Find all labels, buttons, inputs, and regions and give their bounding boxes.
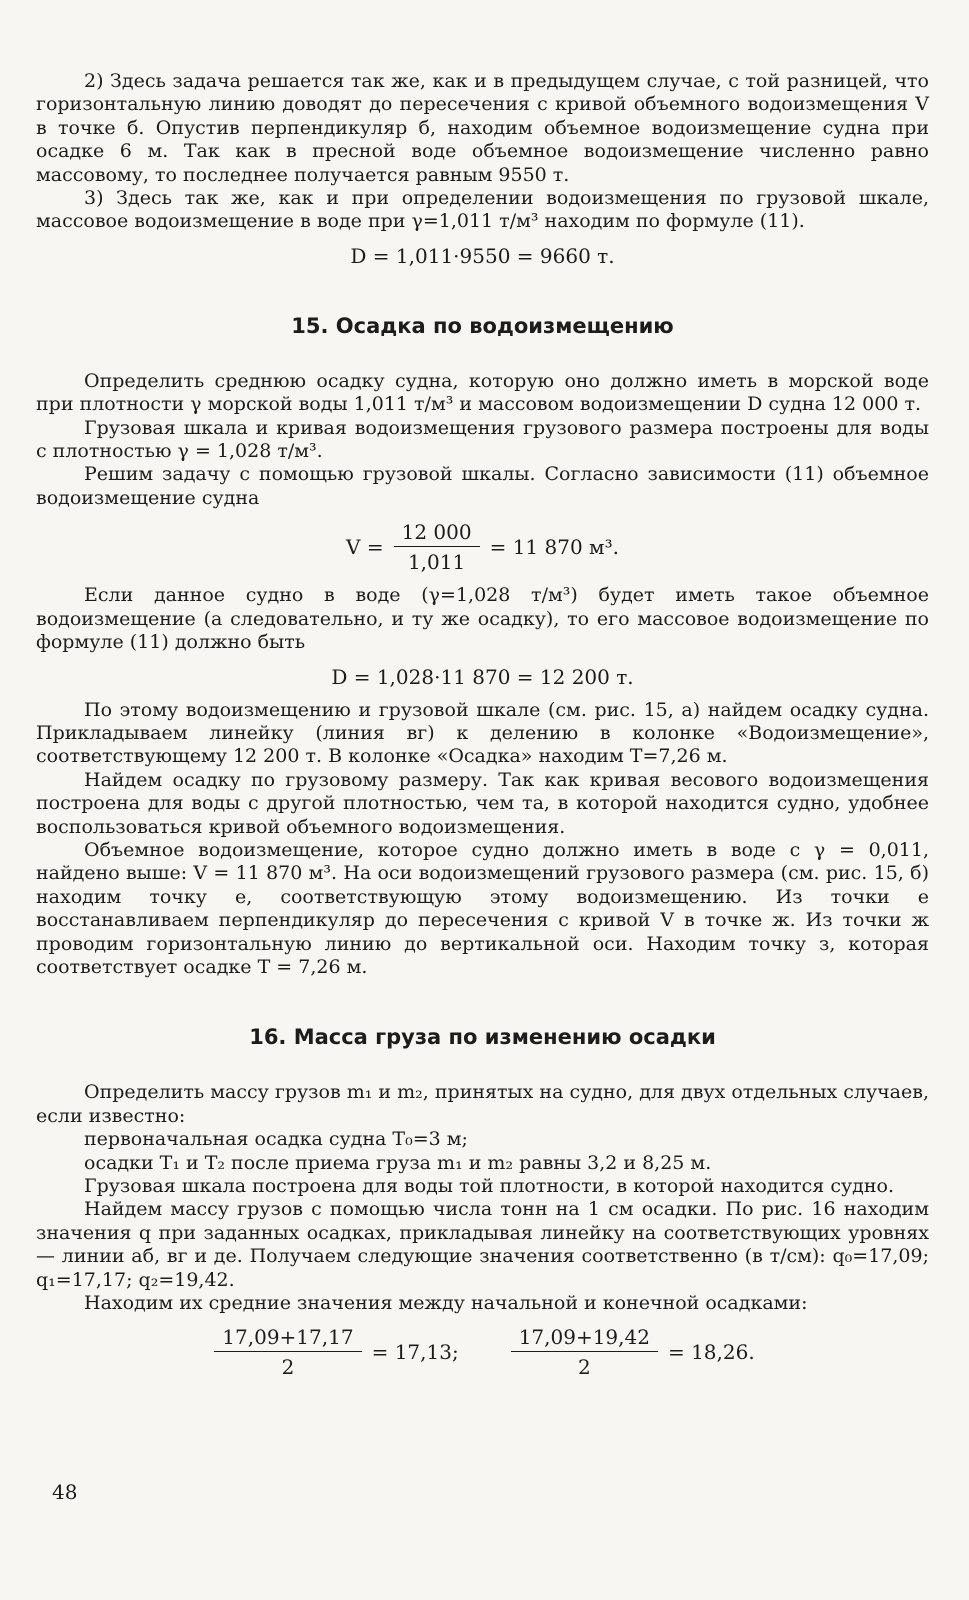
formula: D = 1,028·11 870 = 12 200 т. xyxy=(331,664,634,689)
fraction-numerator: 17,09+19,42 xyxy=(511,1325,658,1352)
paragraph: Находим их средние значения между начальной и конечной осадками: xyxy=(84,1292,808,1315)
fraction-formula xyxy=(36,520,929,574)
fraction-denominator: 2 xyxy=(577,1355,591,1380)
paragraph: Найдем осадку по грузовому размеру. Так как кривая весового водоизмещения построена для воды с другой плотностью, чем та, в которой находится судно, удобнее воспользоваться кривой объемного водоизмещения. xyxy=(36,768,929,838)
paragraph: Грузовая шкала построена для воды той плотности, в которой находится судно. xyxy=(84,1175,894,1197)
formula: D = 1,011·9550 = 9660 т. xyxy=(350,243,615,268)
paragraph: Грузовая шкала и кривая водоизмещения грузового размера построены для воды с плотностью γ = 1,028 т/м³. xyxy=(36,416,929,463)
formula-lhs: V = xyxy=(346,535,384,560)
fraction xyxy=(511,1325,658,1379)
page-number: 48 xyxy=(52,1480,78,1504)
fraction-numerator: 12 000 xyxy=(394,520,480,547)
formula-rhs: = 17,13; xyxy=(371,1340,459,1365)
paragraph: Объемное водоизмещение, которое судно должно иметь в воде с γ = 0,011, найдено выше: V = 11 870 м³. На оси водоизмещений грузового размера (см. рис. 15, б) находим точку е, соответствующую этому водоизмещению. Из точки е восстанавливаем перпендикуляр до пересечения с кривой V в точке ж. Из точки ж проводим горизонтальную линию до вертикальной оси. Находим точку з, которая соответствует осадке T = 7,26 м. xyxy=(36,838,929,978)
paragraph: Если данное судно в воде (γ=1,028 т/м³) будет иметь такое объемное водоизмещение (а следовательно, и ту же осадку), то его массовое водоизмещение по формуле (11) должно быть xyxy=(36,584,929,654)
fraction xyxy=(394,520,480,574)
fraction-numerator: 17,09+17,17 xyxy=(214,1325,361,1352)
paragraph: осадки T₁ и T₂ после приема груза m₁ и m₂ равны 3,2 и 8,25 м. xyxy=(84,1151,712,1174)
section-heading: 15. Осадка по водоизмещению xyxy=(291,313,674,338)
section-heading: 16. Масса груза по изменению осадки xyxy=(249,1025,716,1050)
paragraph: Найдем массу грузов с помощью числа тонн на 1 см осадки. По рис. 16 находим значения q при заданных осадках, прикладывая линейку на соответствующих уровнях — линии аб, вг и де. Получаем следующие значения соответственно (в т/см): q₀=17,09; q₁=17,17; q₂=19,42. xyxy=(36,1198,929,1291)
fraction-denominator: 2 xyxy=(281,1355,295,1380)
fraction-formula xyxy=(36,1325,929,1379)
paragraph: Решим задачу с помощью грузовой шкалы. Согласно зависимости (11) объемное водоизмещение судна xyxy=(36,463,929,509)
fraction-denominator: 1,011 xyxy=(407,550,466,575)
paragraph: Определить массу грузов m₁ и m₂, принятых на судно, для двух отдельных случаев, если известно: xyxy=(36,1081,929,1127)
paragraph: По этому водоизмещению и грузовой шкале (см. рис. 15, а) найдем осадку судна. Прикладываем линейку (линия вг) к делению в колонке «Водоизмещение», соответствующему 12 200 т. В колонке «Осадка» находим T=7,26 м. xyxy=(36,698,929,768)
paragraph: 3) Здесь так же, как и при определении водоизмещения по грузовой шкале, массовое водоизмещение в воде при γ=1,011 т/м³ находим по формуле (11). xyxy=(36,187,929,233)
paragraph: первоначальная осадка судна T₀=3 м; xyxy=(84,1128,468,1151)
formula-rhs: = 11 870 м³. xyxy=(489,535,619,560)
paragraph: 2) Здесь задача решается так же, как и в предыдущем случае, с той разницей, что горизонтальную линию доводят до пересечения с кривой объемного водоизмещения V в точке б. Опустив перпендикуляр б, находим объемное водоизмещение судна при осадке 6 м. Так как в пресной воде объемное водоизмещение численно равно массовому, то последнее получается равным 9550 т. xyxy=(36,70,929,186)
formula-rhs: = 18,26. xyxy=(667,1340,755,1365)
paragraph: Определить среднюю осадку судна, которую оно должно иметь в морской воде при плотности γ морской воды 1,011 т/м³ и массовом водоизмещении D судна 12 000 т. xyxy=(36,369,929,416)
fraction xyxy=(214,1325,361,1379)
